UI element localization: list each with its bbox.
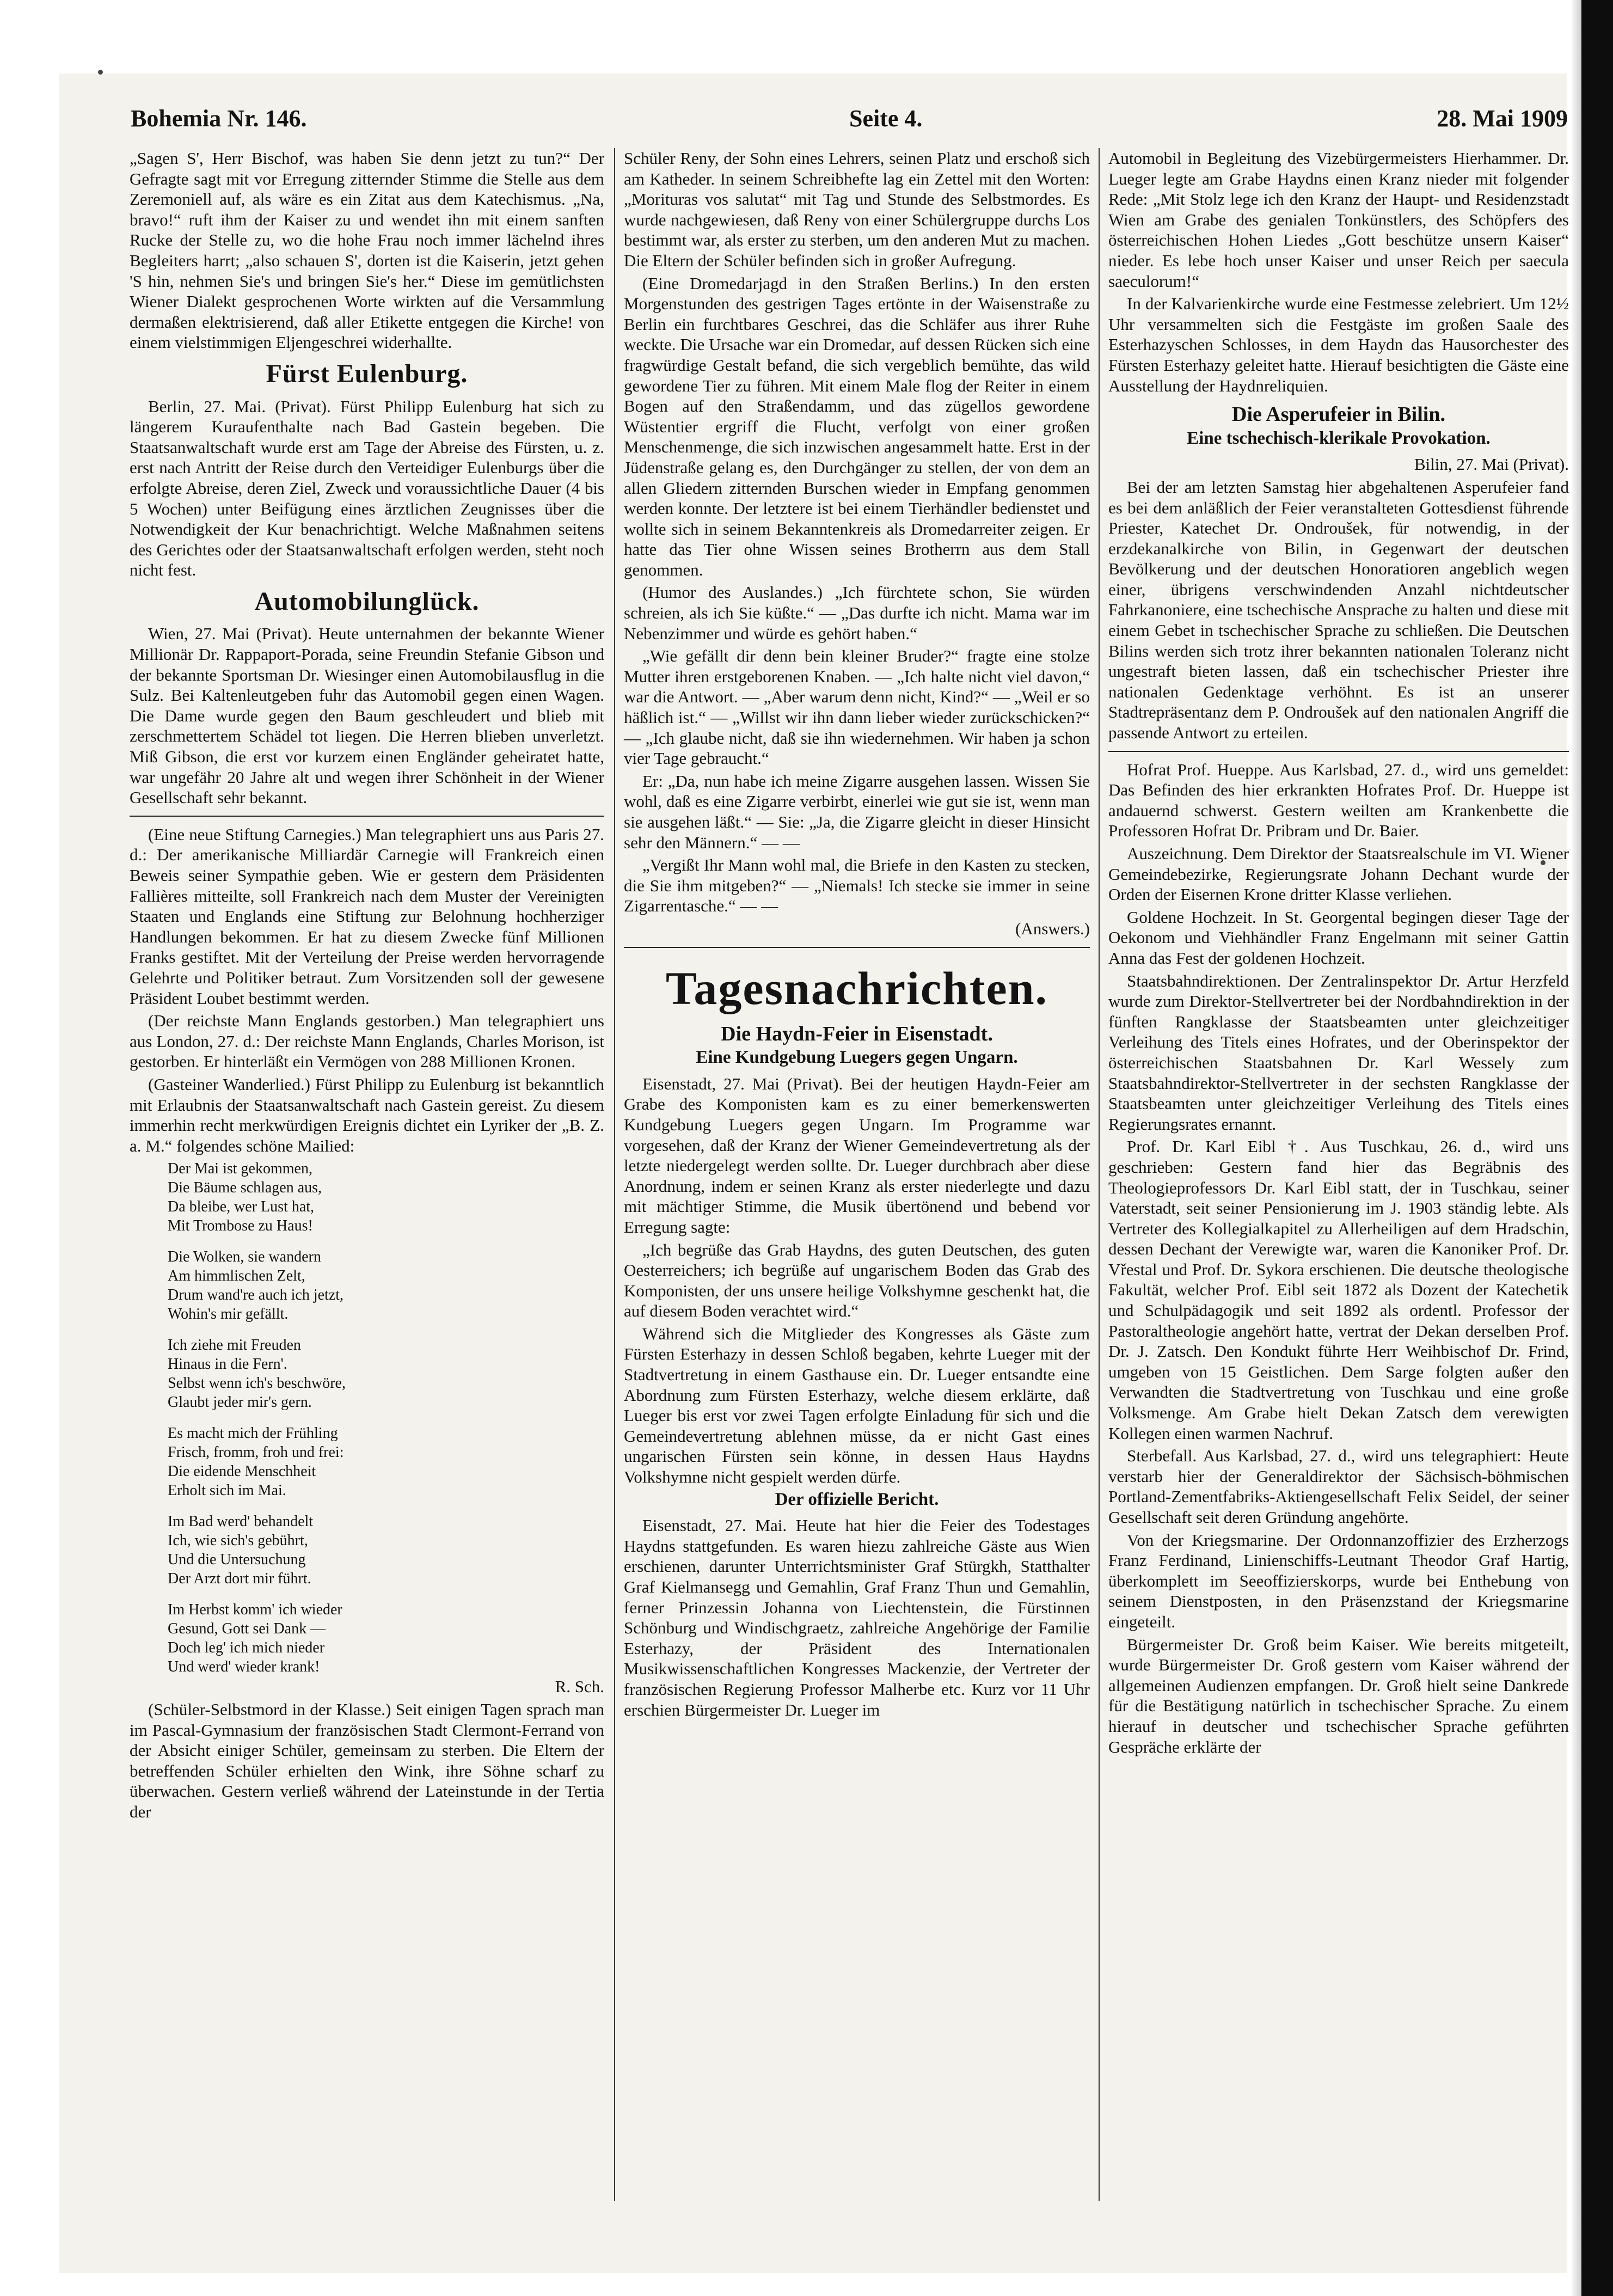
issue-date: 28. Mai 1909 xyxy=(1437,105,1568,132)
article-official-report: Eisenstadt, 27. Mai. Heute hat hier die Feier des Todestages Haydns stattgefunden. Es waren hiezu zahlreiche Gäste aus Wien erschienen, darunter Unterrichtsminister Graf Stürgkh, Statthalter Graf Kielmansegg und Gemahlin, Graf Franz Thun und Gemahlin, ferner Prinzessin Johanna von Liechtenstein, die Fürstinnen Schönburg und Windischgraetz, zahlreiche Angehörige der Familie Esterhazy, der Präsident des Internationalen Musikwissenschaftlichen Kongresses Mackenzie, der Vertreter der französischen Regierung Professor Malherbe etc. Kurz vor 11 Uhr erschien Bürgermeister Dr. Lueger im xyxy=(624,1516,1090,1719)
page-header xyxy=(131,105,1568,143)
headline-haydn-celebration: Die Haydn-Feier in Eisenstadt. xyxy=(721,1022,993,1045)
article-humor-4: „Vergißt Ihr Mann wohl mal, die Briefe in den Kasten zu stecken, die Sie ihm mitgeben?“ — „Niemals! Ich stecke sie immer in seine Zigarrentasche.“ — — xyxy=(624,855,1090,916)
stanza-gap xyxy=(168,1412,604,1424)
poem-signature: R. Sch. xyxy=(555,1677,604,1697)
poem-line: Es macht mich der Frühling xyxy=(168,1425,338,1442)
poem-line: Erholt sich im Mai. xyxy=(168,1482,286,1499)
poem-line: Frisch, fromm, froh und frei: xyxy=(168,1444,344,1461)
poem-line: Doch leg' ich mich nieder xyxy=(168,1639,325,1657)
poem-line: Ich ziehe mit Freuden xyxy=(168,1337,301,1354)
stanza-gap xyxy=(168,1500,604,1512)
article-humor: (Humor des Auslandes.) „Ich fürchtete schon, Sie würden schreien, als ich Sie küßte.“ — „Das durfte ich nicht. Mama war im Nebenzimmer und würde es gehört haben.“ xyxy=(624,583,1090,643)
article-decoration: Auszeichnung. Dem Direktor der Staatsrealschule im VI. Wiener Gemeindebezirke, Regierungsrate Johann Dechant wurde der Orden der Eisernen Krone dritter Klasse verliehen. xyxy=(1108,844,1569,904)
article-automobile-accident: Wien, 27. Mai (Privat). Heute unternahmen der bekannte Wiener Millionär Dr. Rappaport-Porada, seine Freundin Stefanie Gibson und der bekannte Sportsman Dr. Wiesinger einen Automobilausflug in die Sulz. Bei Kaltenleutgeben fuhr das Automobil gegen einen Wagen. Die Dame wurde gegen den Baum geschleudert und blieb mit zerschmettertem Schädel tot liegen. Die Herren blieben unverletzt. Miß Gibson, die erst vor kurzem einen Engländer geheiratet hatte, war ungefähr 20 Jahre alt und wegen ihrer Schönheit in der Wiener Gesellschaft sehr bekannt. xyxy=(130,624,604,807)
dateline-bilin: Bilin, 27. Mai (Privat). xyxy=(1414,455,1569,474)
poem-line: Die Bäume schlagen aus, xyxy=(168,1179,322,1197)
article-official-report-continued: Automobil in Begleitung des Vizebürgermeisters Hierhammer. Dr. Lueger legte am Grabe Haydns einen Kranz nieder mit folgender Rede: „Mit Stolz lege ich den Kranz der Haupt- und Residenzstadt Wien am Grabe des genialen Tonkünstlers, des Schöpfers des österreichischen Hohen Liedes „Gott beschütze unsern Kaiser“ nieder. Es lebe hoch unser Kaiser und unser Reich per saecula saeculorum!“ xyxy=(1108,149,1569,291)
poem-line: Der Mai ist gekommen, xyxy=(168,1160,312,1178)
article-dromedary: (Eine Dromedarjagd in den Straßen Berlins.) In den ersten Morgenstunden des gestrigen Tages ertönte in der Waisenstraße zu Berlin ein furchtbares Geschrei, das die Schläfer aus ihrer Ruhe weckte. Die Ursache war ein Dromedar, auf dessen Rücken sich eine fragwürdige Gestalt befand, die sich vergeblich bemühte, das wild gewordene Tier zu führen. Mit einem Male flog der Reiter in einem Bogen auf den Straßendamm, und das zügellos gewordene Wüstentier ergriff die Flucht, verfolgt von einer großen Menschenmenge, die sich inzwischen angesammelt hatte. Erst in der Jüdenstraße gelang es, den Durchgänger zu stellen, der von dem an allen Gliedern zitternden Burschen wieder in Empfang genommen werden konnte. Der letztere ist bei einem Tierhändler bedienstet und wollte sich in seinem Bekanntenkreis als Dromedarreiter zeigen. Er hatte das Tier ohne Wissen seines Brotherrn aus dem Stall genommen. xyxy=(624,273,1090,579)
poem-line: Am himmlischen Zelt, xyxy=(168,1268,305,1285)
poem-line: Im Bad werd' behandelt xyxy=(168,1513,314,1530)
poem-line: Und werd' wieder krank! xyxy=(168,1658,320,1676)
poem-line: Im Herbst komm' ich wieder xyxy=(168,1601,342,1619)
column-1 xyxy=(130,148,604,1824)
article-festmesse: In der Kalvarienkirche wurde eine Festmesse zelebriert. Um 12½ Uhr versammelten sich die Festgäste im großen Saale des Esterhazyschen Schlosses, in dem Haydn das Hausorchester des Fürsten Esterhazy geleitet hatte. Hierauf besichtigten die Gäste eine Ausstellung der Haydnreliquien. xyxy=(1108,294,1569,395)
scan-speck xyxy=(98,70,103,75)
poem-line: Die Wolken, sie wandern xyxy=(168,1248,321,1266)
article-eibl-obituary: Prof. Dr. Karl Eibl †. Aus Tuschkau, 26. d., wird uns geschrieben: Gestern fand hier das Begräbnis des Theologieprofessors Dr. Karl Eibl statt, der in Tuschkau, seiner Vaterstadt, seit seiner Pensionierung im J. 1903 ständig lebte. Als Vertreter des Kollegialkapitel zu Allerheiligen auf dem Hradschin, dessen Dechant der Verewigte war, waren die Kanoniker Prof. Dr. Vřestal und Prof. Dr. Sykora erschienen. Die deutsche theologische Fakultät, welcher Prof. Eibl seit 1872 als Dozent der Katechetik und Schulpädagogik und seit 1892 als ordentl. Professor der Pastoraltheologie angehört hatte, vertrat der Dekan derselben Prof. Dr. J. Zatsch. Den Kondukt führte Herr Weihbischof Dr. Frind, umgeben von 15 Geistlichen. Dem Sarge folgten außer den Verwandten die Stadtvertretung von Tuschkau und eine große Volksmenge. Am Grabe hielt Dekan Zatsch dem verewigten Kollegen einen warmen Nachruf. xyxy=(1108,1137,1569,1443)
article-golden-wedding: Goldene Hochzeit. In St. Georgental begingen dieser Tage der Oekonom und Viehhändler Franz Engelmann mit seiner Gattin Anna das Fest der goldenen Hochzeit. xyxy=(1108,907,1569,968)
article-humor-3: Er: „Da, nun habe ich meine Zigarre ausgehen lassen. Wissen Sie wohl, daß es eine Zigarre verbirbt, einerlei wie gut sie ist, wenn man sie ausgehen läßt.“ — Sie: „Ja, die Zigarre gleicht in dieser Hinsicht sehr den Männern.“ — — xyxy=(624,771,1090,852)
poem-line: Mit Trombose zu Haus! xyxy=(168,1217,313,1235)
poem-line: Glaubt jeder mir's gern. xyxy=(168,1394,312,1411)
poem-line: Die eidende Menschheit xyxy=(168,1463,316,1480)
article-haydn-quote: „Ich begrüße das Grab Haydns, des guten Deutschen, des guten Oesterreichers; ich begrüße auf ungarischem Boden das Grab des Komponisten, der uns unsere heilige Volkshymne geschenkt hat, die auf diesem Boden verachtet wird.“ xyxy=(624,1240,1090,1321)
article-morison: (Der reichste Mann Englands gestorben.) Man telegraphiert uns aus London, 27. d.: Der reichste Mann Englands, Charles Morison, ist gestorben. Er hinterläßt ein Vermögen von 288 Millionen Kronen. xyxy=(130,1011,604,1072)
article-eulenburg: Berlin, 27. Mai. (Privat). Fürst Philipp Eulenburg hat sich zu längerem Kuraufenthalte nach Bad Gastein begeben. Die Staatsanwaltschaft wurde erst am Tage der Abreise des Fürsten, u. z. erst nach Antritt der Reise durch den Verteidiger Eulenburgs über die erfolgte Abreise, deren Ziel, Zweck und voraussichtliche Dauer (4 bis 5 Wochen) unter Beifügung eines ärztlichen Zeugnisses über die Notwendigkeit der Kur benachrichtigt. Welche Maßnahmen seitens des Gerichtes oder der Staatsanwaltschaft erfolgen werden, steht noch nicht fest. xyxy=(130,396,604,580)
article-student-suicide: (Schüler-Selbstmord in der Klasse.) Seit einigen Tagen sprach man im Pascal-Gymnasium der französischen Stadt Clermont-Ferrand von der Absicht einiger Schüler, gemeinsam zu sterben. Die Eltern der betreffenden Schüler erhielten den Wink, ihre Söhne scharf zu überwachen. Gestern verließ während der Lateinstunde in der Tertia der xyxy=(130,1699,604,1821)
stanza-gap xyxy=(168,1324,604,1336)
article-death-notice: Sterbefall. Aus Karlsbad, 27. d., wird uns telegraphiert: Heute verstarb hier der Generaldirektor der Sächsisch-böhmischen Portland-Zementfabriks-Aktiengesellschaft Felix Seidel, der seiner Gesellschaft seit deren Gründung angehörte. xyxy=(1108,1446,1569,1527)
article-haydn-2: Während sich die Mitglieder des Kongresses als Gäste zum Fürsten Esterhazy in dessen Schloß begaben, kehrte Lueger mit der Stadtvertretung in einem Gasthause ein. Dr. Lueger entsandte eine Abordnung zum Fürsten Esterhazy, welche diesem erklärte, daß Lueger bis erst vor zwei Tagen erfolgte Einladung für sich und die Gemeindevertretung ablehnen müsse, da er nicht Gast eines ungarischen Fürsten sein könne, in dessen Haus Haydns Volkshymne nicht gespielt werden dürfe. xyxy=(624,1324,1090,1487)
masthead-issue: Bohemia Nr. 146. xyxy=(131,105,307,132)
column-3 xyxy=(1108,148,1569,1759)
poem-line: Der Arzt dort mir führt. xyxy=(168,1570,311,1588)
column-rule xyxy=(1099,148,1100,2201)
section-divider xyxy=(624,947,1090,948)
stanza-gap xyxy=(168,1588,604,1600)
headline-aspern-bilin: Die Asperufeier in Bilin. xyxy=(1232,403,1445,426)
article-aspern-bilin: Bei der am letzten Samstag hier abgehaltenen Asperufeier fand es bei dem anläßlich der Feier veranstalteten Gottesdienst führende Priester, Katechet Dr. Ondroušek, für notwendig, in der erzdekanalkirche von Bilin, in Gegenwart der deutschen Bevölkerung und der deutschen Honoratioren angeblich wegen einer, übrigens verschwindenden Anzahl nichtdeutscher Fahrkanoniere, eine tschechische Ansprache zu halten und diese mit einem Gebet in tschechischer Sprache zu schließen. Die Deutschen Bilins werden sich trotz ihrer bekannten nationalen Toleranz nicht ungestraft bieten lassen, daß ein tschechischer Priester ihre nationalen Gedenktage verhöhnt. Es ist an unserer Stadtrepräsentanz dem P. Ondroušek auf den nationalen Angriff die passende Antwort zu erteilen. xyxy=(1108,477,1569,743)
poem-line: Ich, wie sich's gebührt, xyxy=(168,1532,308,1550)
page-edge-shadow xyxy=(1572,0,1581,2296)
page-number: Seite 4. xyxy=(849,105,923,132)
article-haydn: Eisenstadt, 27. Mai (Privat). Bei der heutigen Haydn-Feier am Grabe des Komponisten kam es zu einer bemerkenswerten Kundgebung Luegers gegen Ungarn. Im Programme war vorgesehen, daß der Kranz der Wiener Gemeindevertretung als der letzte niedergelegt werden sollte. Dr. Lueger durchbrach aber diese Anordnung, indem er seinen Kranz als erster niederlegte und dazu mit mächtiger Stimme, die Musik übertönend und bebend vor Erregung sagte: xyxy=(624,1074,1090,1236)
poem-line: Selbst wenn ich's beschwöre, xyxy=(168,1375,346,1392)
scan-border xyxy=(1581,0,1613,2296)
article-railway-directorates: Staatsbahndirektionen. Der Zentralinspektor Dr. Artur Herzfeld wurde zum Direktor-Stellvertreter bei der Nordbahndirektion in der fünften Rangklasse der Staatsbeamten unter gleichzeitiger Verleihung des Titels eines Hofrates, und der Oberinspektor der österreichischen Staatsbahnen Dr. Karl Wessely zum Staatsbahndirektor-Stellvertreter in der sechsten Rangklasse der Staatsbeamten unter gleichzeitiger Verleihung des Titels eines Regierungsrates ernannt. xyxy=(1108,971,1569,1134)
section-heading-daily-news: Tagesnachrichten. xyxy=(665,962,1048,1014)
subheadline-lueger: Eine Kundgebung Luegers gegen Ungarn. xyxy=(696,1048,1018,1068)
column-rule xyxy=(614,148,615,2201)
article-gastein-song: (Gasteiner Wanderlied.) Fürst Philipp zu Eulenburg ist bekanntlich mit Erlaubnis der Staatsanwaltschaft nach Gastein gereist. Zu diesem immerhin recht merkwürdigen Ereignis dichtet ein Lyriker der „B. Z. a. M.“ folgendes schöne Mailied: xyxy=(130,1074,604,1155)
article-divider xyxy=(1108,751,1569,752)
article-navy: Von der Kriegsmarine. Der Ordonnanzoffizier des Erzherzogs Franz Ferdinand, Linienschiffs-Leutnant Theodor Graf Hartig, überkomplett im Seeoffizierskorps, wurde bei Enthebung von seinem Dienstposten, in den Präsenzstand der Kriegsmarine eingeteilt. xyxy=(1108,1530,1569,1631)
column-2 xyxy=(624,148,1090,1722)
subheadline-provocation: Eine tschechisch-klerikale Provokation. xyxy=(1187,428,1491,448)
article-humor-2: „Wie gefällt dir denn bein kleiner Bruder?“ fragte eine stolze Mutter ihren erstgeborenen Knaben. — „Ich halte nicht viel davon,“ war die Antwort. — „Aber warum denn nicht, Kind?“ — „Weil er so häßlich ist.“ — „Willst wir ihn dann lieber wieder zurückschicken?“ — „Ich glaube nicht, daß sie ihn wiedernehmen. Wir haben ja schon vier Tage gebraucht.“ xyxy=(624,646,1090,768)
poem-line: Drum wand're auch ich jetzt, xyxy=(168,1287,344,1304)
poem-line: Wohin's mir gefällt. xyxy=(168,1306,289,1323)
poem-line: Hinaus in die Fern'. xyxy=(168,1356,287,1373)
article-hueppe: Hofrat Prof. Hueppe. Aus Karlsbad, 27. d., wird uns gemeldet: Das Befinden des hier erkrankten Hofrates Prof. Dr. Hueppe ist andauernd schwerst. Gestern weilten am Krankenbette die Professoren Hofrat Dr. Pribram und Dr. Baier. xyxy=(1108,760,1569,841)
article-bishop-continued: „Sagen S', Herr Bischof, was haben Sie denn jetzt zu tun?“ Der Gefragte sagt mit vor Erregung zitternder Stimme die Stelle aus dem Zeremoniell auf, als wäre es ein Zitat aus dem Katechismus. „Na, bravo!“ ruft ihm der Kaiser zu und wendet ihn mit einem sanften Rucke der Stelle zu, wo die hohe Frau noch immer lächelnd ihres Begleiters harrt; „also schauen S', dorten ist die Kaiserin, jetzt gehen 'S hin, nehmen Sie's und bringen Sie's her.“ Diese im gemütlichsten Wiener Dialekt gesprochenen Worte wirkten auf die Versammlung dermaßen elektrisierend, daß aller Etikette entgegen die Kirche! von einem vielstimmigen Eljengeschrei widerhallte. xyxy=(130,149,604,352)
article-student-suicide-continued: Schüler Reny, der Sohn eines Lehrers, seinen Platz und erschoß sich am Katheder. In seinem Schreibhefte lag ein Zettel mit den Worten: „Morituras vos salutat“ mit Tag und Stunde des Selbstmordes. Es wurde nachgewiesen, daß Reny von einer Schülergruppe durchs Los bestimmt war, als erster zu sterben, um den anderen Mut zu machen. Die Eltern der Schüler befinden sich in großer Aufregung. xyxy=(624,149,1090,270)
article-divider xyxy=(130,816,604,817)
headline-official-report: Der offizielle Bericht. xyxy=(775,1489,939,1509)
source-credit: (Answers.) xyxy=(1015,919,1090,938)
poem-line: Und die Untersuchung xyxy=(168,1551,306,1569)
headline-automobile-accident: Automobilunglück. xyxy=(254,586,480,616)
article-mayor-gross: Bürgermeister Dr. Groß beim Kaiser. Wie bereits mitgeteilt, wurde Bürgermeister Dr. Groß gestern vom Kaiser während der allgemeinen Audienzen empfangen. Dr. Groß hielt seine Dankrede für die Bestätigung natürlich in tschechischer Sprache. Zu einem hierauf in deutscher und tschechischer Sprache geführten Gespräche erklärte der xyxy=(1108,1634,1569,1756)
stanza-gap xyxy=(168,1235,604,1247)
headline-eulenburg: Fürst Eulenburg. xyxy=(266,359,468,388)
article-carnegie: (Eine neue Stiftung Carnegies.) Man telegraphiert uns aus Paris 27. d.: Der amerikanische Milliardär Carnegie will Frankreich einen Beweis seiner Sympathie geben. Wie er gestern dem Präsidenten Fallières mitteilte, soll Frankreich nach dem Muster der Vereinigten Staaten und Englands eine Stiftung zur Belohnung hochherziger Handlungen bekommen. Er hat zu diesem Zwecke fünf Millionen Franks gestiftet. Mit der Verteilung der Preise werden hervorragende Gelehrte und Politiker betraut. Zum Vorsitzenden soll der gewesene Präsident Loubet bestimmt werden. xyxy=(130,824,604,1008)
poem xyxy=(168,1159,604,1676)
poem-line: Da bleibe, wer Lust hat, xyxy=(168,1198,315,1216)
poem-line: Gesund, Gott sei Dank — xyxy=(168,1620,326,1638)
